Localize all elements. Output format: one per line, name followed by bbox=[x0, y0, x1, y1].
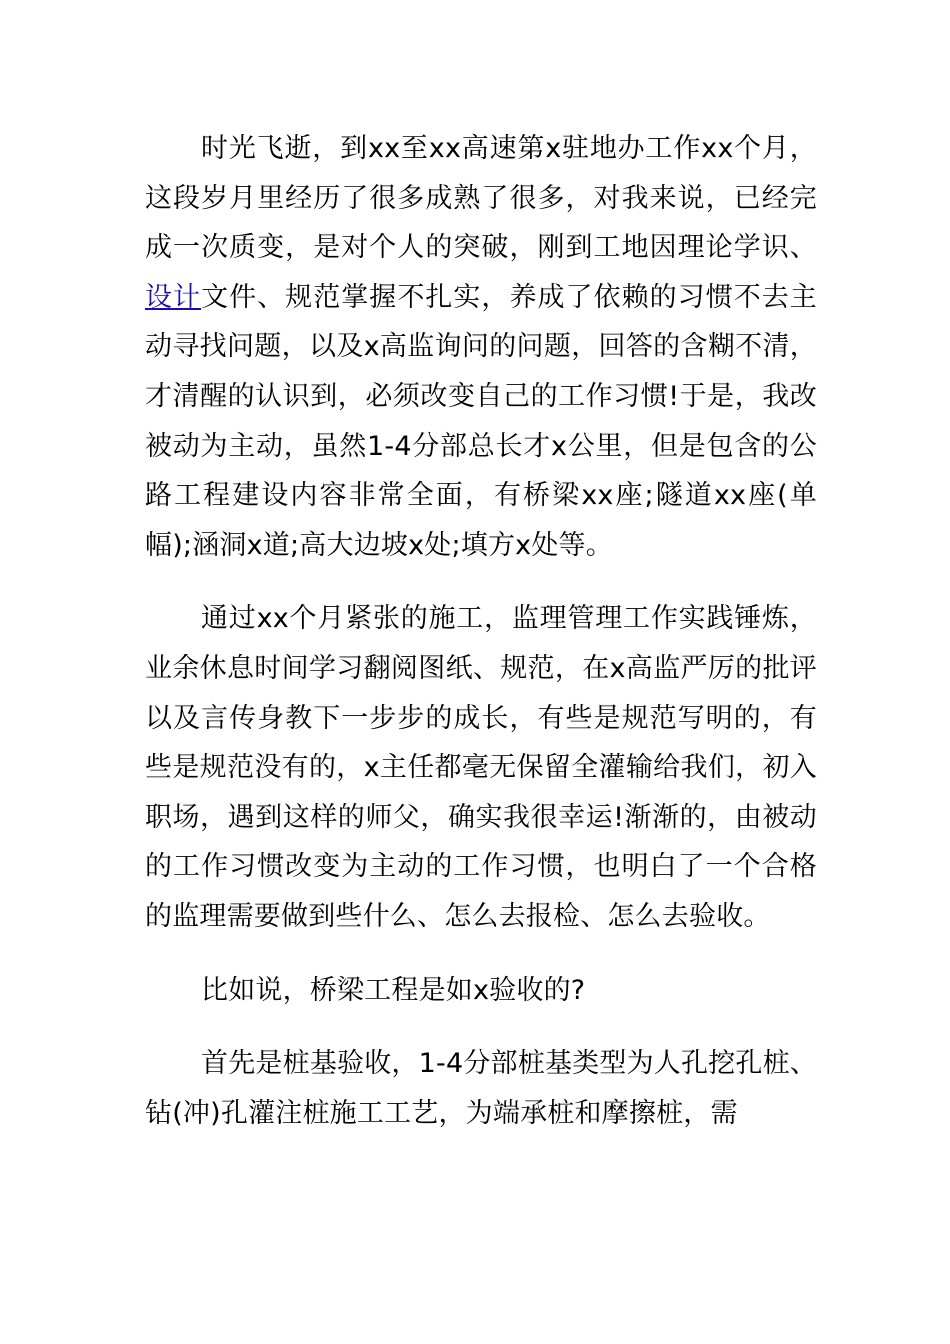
paragraph-3: 比如说，桥梁工程是如x验收的? bbox=[201, 974, 586, 1006]
design-link[interactable]: 设计 bbox=[145, 281, 202, 313]
paragraph-1 bbox=[145, 124, 817, 570]
paragraph-1-text-start: 时光飞逝，到xx至xx高速第x驻地办工作xx个月，这段岁月里经历了很多成熟了很多，对我来说，已经完成一次质变，是对个人的突破，刚到工地因理论学识、 bbox=[145, 133, 817, 264]
document-page bbox=[145, 124, 817, 1138]
paragraph-4: 首先是桩基验收，1-4分部桩基类型为人孔挖孔桩、钻(冲)孔灌注桩施工工艺，为端承桩和摩擦桩，需 bbox=[145, 1048, 817, 1129]
paragraph-1-text-end: 文件、规范掌握不扎实，养成了依赖的习惯不去主动寻找问题，以及x高监询问的问题，回答的含糊不清，才清醒的认识到，必须改变自己的工作习惯!于是，我改被动为主动，虽然1-4分部总长才x公里，但是包含的公路工程建设内容非常全面，有桥梁xx座;隧道xx座(单幅);涵洞x道;高大边坡x处;填方x处等。 bbox=[145, 281, 817, 561]
paragraph-2: 通过xx个月紧张的施工，监理管理工作实践锤炼，业余休息时间学习翻阅图纸、规范，在x高监严厉的批评以及言传身教下一步步的成长，有些是规范写明的，有些是规范没有的，x主任都毫无保留全灌输给我们，初入职场，遇到这样的师父，确实我很幸运!渐渐的，由被动的工作习惯改变为主动的工作习惯，也明白了一个合格的监理需要做到些什么、怎么去报检、怎么去验收。 bbox=[145, 603, 817, 932]
